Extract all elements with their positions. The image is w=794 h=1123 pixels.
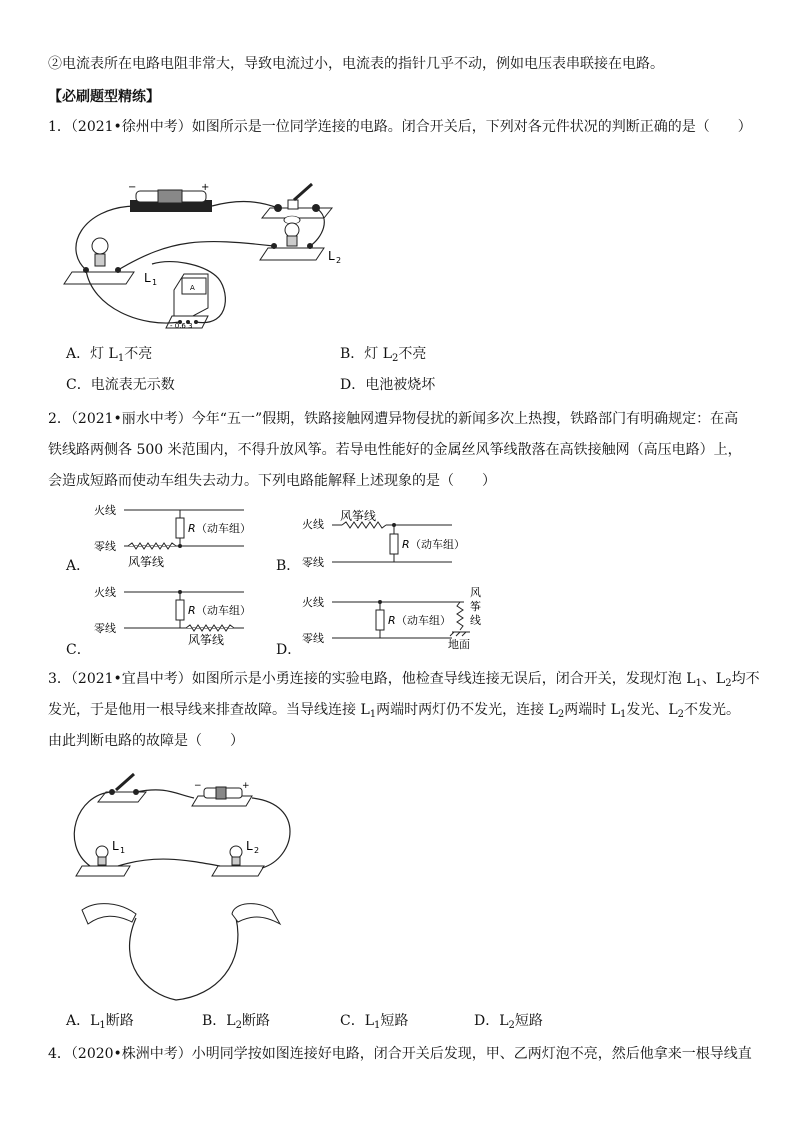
q3-option-C[interactable] bbox=[340, 1011, 408, 1036]
q3-l1-b: 、L bbox=[701, 671, 726, 687]
q3-option-C-post: 短路 bbox=[380, 1013, 409, 1029]
q3-l2-s3: 1 bbox=[620, 709, 627, 720]
q1-option-C[interactable]: C．电流表无示数 bbox=[66, 377, 175, 393]
q2D-R: R bbox=[388, 614, 396, 627]
q2A-R-label: （动车组） bbox=[196, 522, 251, 535]
q3-hands bbox=[82, 904, 280, 924]
q3-label-L2: L bbox=[246, 839, 253, 853]
q1-battery-minus: − bbox=[128, 182, 137, 193]
q3-option-B-text: B．L bbox=[202, 1013, 236, 1029]
q3-option-D[interactable] bbox=[474, 1011, 543, 1036]
q3-stem-line1 bbox=[48, 669, 760, 694]
q1-option-A-post: 不亮 bbox=[124, 346, 153, 362]
q2-option-B[interactable]: B． bbox=[276, 558, 301, 574]
q2-option-D[interactable]: D． bbox=[276, 642, 302, 658]
q3-option-A[interactable] bbox=[66, 1011, 134, 1036]
q1-lamp-L1 bbox=[64, 238, 134, 284]
q3-option-A-sub: 1 bbox=[99, 1020, 106, 1031]
q1-label-L2-sub: 2 bbox=[336, 256, 342, 265]
q1-option-A[interactable] bbox=[66, 344, 152, 369]
q1-battery-plus: + bbox=[201, 182, 210, 193]
q3-option-C-sub: 1 bbox=[374, 1020, 381, 1031]
q2C-fire-label: 火线 bbox=[94, 586, 116, 599]
q2-stem-line3: 会造成短路而使动车组失去动力。下列电路能解释上述现象的是（ ） bbox=[48, 473, 496, 489]
q2B-R-label: （动车组） bbox=[410, 538, 465, 551]
q2-option-A[interactable]: A． bbox=[66, 558, 91, 574]
q1-figure bbox=[62, 178, 362, 348]
q3-label-L1: L bbox=[112, 839, 119, 853]
q2-circuit-B bbox=[302, 508, 492, 578]
q2B-kite-label: 风筝线 bbox=[340, 509, 377, 523]
q1-label-L1-sub: 1 bbox=[152, 278, 158, 287]
q3-option-A-post: 断路 bbox=[105, 1013, 134, 1029]
q1-option-A-sub: 1 bbox=[117, 353, 125, 364]
q3-l2-s1: 1 bbox=[369, 709, 377, 720]
q1-option-D[interactable]: D．电池被烧坏 bbox=[340, 377, 436, 393]
q1-label-L1: L bbox=[144, 271, 151, 285]
q1-ammeter bbox=[166, 274, 208, 328]
q1-ammeter-A: A bbox=[190, 284, 195, 292]
q2D-ground-label: 地面 bbox=[448, 638, 470, 651]
q2C-kite-label: 风筝线 bbox=[188, 633, 225, 647]
q3-option-B-sub: 2 bbox=[235, 1020, 242, 1031]
q3-switch bbox=[98, 774, 146, 802]
q1-ammeter-scale: - 0.6 3 bbox=[170, 322, 193, 330]
q2-circuit-D bbox=[302, 584, 502, 654]
q3-figure bbox=[66, 764, 306, 1004]
q3-option-D-text: D．L bbox=[474, 1013, 509, 1029]
q1-option-A-text: A．灯 L bbox=[66, 346, 118, 362]
q2A-R: R bbox=[188, 522, 196, 535]
q3-option-D-post: 短路 bbox=[514, 1013, 543, 1029]
q2D-kite-v2: 筝 bbox=[470, 600, 481, 613]
q1-option-B-sub: 2 bbox=[392, 353, 399, 364]
q3-option-C-text: C．L bbox=[340, 1013, 375, 1029]
q3-option-A-text: A．L bbox=[66, 1013, 100, 1029]
q2-circuit-C bbox=[64, 584, 264, 647]
q2C-zero-label: 零线 bbox=[94, 622, 116, 635]
q1-lamp-L2 bbox=[260, 216, 324, 260]
q3-stem-line3: 由此判断电路的故障是（ ） bbox=[48, 733, 244, 749]
q1-option-B-post: 不亮 bbox=[398, 346, 427, 362]
q2C-R-label: （动车组） bbox=[196, 604, 251, 617]
q3-option-B[interactable] bbox=[202, 1011, 270, 1036]
section-heading: 【必刷题型精练】 bbox=[48, 89, 160, 105]
q2A-zero-label: 零线 bbox=[94, 540, 116, 553]
intro-text: ②电流表所在电路电阻非常大，导致电流过小，电流表的指针几乎不动，例如电压表串联接在电路。 bbox=[48, 56, 664, 72]
q2B-zero-label: 零线 bbox=[302, 556, 324, 569]
q3-label-L1-sub: 1 bbox=[120, 846, 126, 855]
q3-option-B-post: 断路 bbox=[241, 1013, 270, 1029]
q3-l1-c: 均不 bbox=[731, 671, 760, 687]
q2-stem-line1: 2．（2021•丽水中考）今年“五一”假期，铁路接触网遭异物侵扰的新闻多次上热搜，铁路部门有明确规定：在高 bbox=[48, 411, 739, 427]
q3-wires bbox=[74, 790, 290, 1000]
q2C-R: R bbox=[188, 604, 196, 617]
q2B-fire-label: 火线 bbox=[302, 518, 324, 531]
q3-stem-line2 bbox=[48, 700, 740, 725]
q3-l2-a: 发光，于是他用一根导线来排查故障。当导线连接 L bbox=[48, 702, 370, 718]
q3-l2-e: 不发光。 bbox=[684, 702, 741, 718]
q1-label-L2: L bbox=[328, 249, 335, 263]
q2A-fire-label: 火线 bbox=[94, 504, 116, 517]
q3-battery-minus: − bbox=[194, 781, 202, 791]
q2-option-C[interactable]: C． bbox=[66, 642, 91, 658]
q2A-kite-label: 风筝线 bbox=[128, 555, 165, 569]
q3-l2-b: 两端时两灯仍不发光，连接 L bbox=[376, 702, 558, 718]
q2-circuit-A bbox=[64, 500, 264, 580]
q2D-kite-v1: 风 bbox=[470, 586, 481, 599]
q3-label-L2-sub: 2 bbox=[254, 846, 260, 855]
q3-l1-s1: 1 bbox=[695, 678, 702, 689]
q3-l2-s4: 2 bbox=[677, 709, 685, 720]
q4-stem: 4．（2020•株洲中考）小明同学按如图连接好电路，闭合开关后发现，甲、乙两灯泡不亮，然后他拿来一根导线直 bbox=[48, 1046, 752, 1062]
q3-battery-plus: + bbox=[242, 781, 250, 791]
q3-l2-d: 发光、L bbox=[626, 702, 678, 718]
q1-option-B-text: B．灯 L bbox=[340, 346, 393, 362]
q1-option-B[interactable] bbox=[340, 344, 426, 369]
q3-l2-c: 两端时 L bbox=[564, 702, 620, 718]
q2D-fire-label: 火线 bbox=[302, 596, 324, 609]
q3-l1-s2: 2 bbox=[725, 678, 732, 689]
q2B-R: R bbox=[402, 538, 410, 551]
q2D-kite-v3: 线 bbox=[470, 614, 481, 627]
q2D-R-label: （动车组） bbox=[396, 614, 451, 627]
q3-l2-s2: 2 bbox=[557, 709, 565, 720]
q2-stem-line2: 铁线路两侧各 500 米范围内，不得升放风筝。若导电性能好的金属丝风筝线散落在高铁接触网（高压电路）上， bbox=[48, 442, 742, 458]
q3-option-D-sub: 2 bbox=[508, 1020, 515, 1031]
q3-l1-a: 3．（2021•宜昌中考）如图所示是小勇连接的实验电路，他检查导线连接无误后，闭合开关，发现灯泡 L bbox=[48, 671, 696, 687]
q1-stem: 1．（2021•徐州中考）如图所示是一位同学连接的电路。闭合开关后，下列对各元件状况的判断正确的是（ ） bbox=[48, 119, 752, 135]
q2D-zero-label: 零线 bbox=[302, 632, 324, 645]
